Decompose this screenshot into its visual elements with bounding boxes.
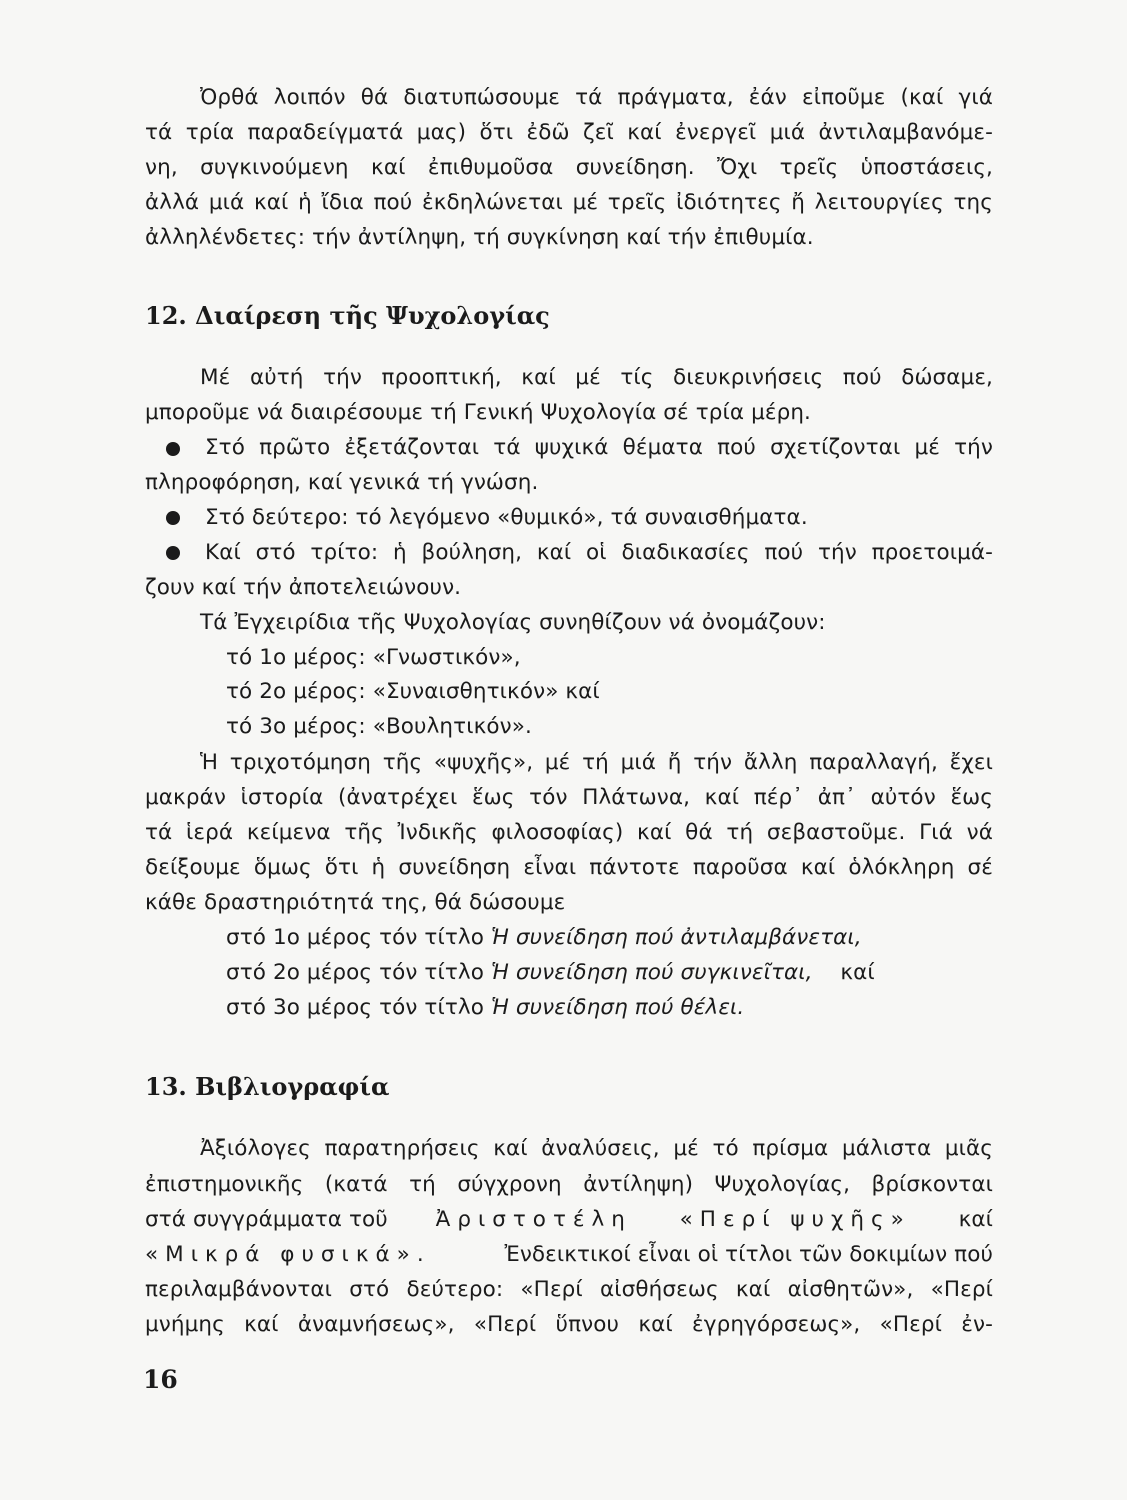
text-line: Τά Ἐγχειρίδια τῆς Ψυχολογίας συνηθίζουν νά ὀνομάζουν: [200,610,826,635]
part-title: Ἡ συνείδηση πού ἀντιλαμβάνεται, [490,925,862,950]
book-title: «Περί ψυχῆς» [679,1207,911,1232]
text-run: στά συγγράμματα τοῦ [145,1207,388,1232]
author-name: Ἀριστοτέλη [435,1207,632,1232]
section-heading: 12. Διαίρεση τῆς Ψυχολογίας [145,301,550,330]
list-item: τό 1ο μέρος: «Γνωστικόν», [226,645,521,670]
text-line: τά τρία παραδείγματά μας) ὅτι ἐδῶ ζεῖ καί ἐνεργεῖ μιά ἀντιλαμβανόμε- [145,120,993,145]
text-line: Ἀξιόλογες παρατηρήσεις καί ἀναλύσεις, μέ τό πρίσμα μάλιστα μιᾶς [200,1136,993,1161]
part-title: Ἡ συνείδηση πού συγκινεῖται, [490,960,813,985]
list-item: τό 3ο μέρος: «Βουλητικόν». [226,714,532,739]
bullet-line: Στό πρῶτο ἐξετάζονται τά ψυχικά θέματα πού σχετίζονται μέ τήν [205,435,993,460]
text-line: μνήμης καί ἀναμνήσεως», «Περί ὕπνου καί ἐγρηγόρσεως», «Περί ἐν- [145,1312,993,1337]
title-suffix: καί [840,960,875,985]
text-run: Ἐνδεικτικοί εἶναι οἱ τίτλοι τῶν δοκιμίων πού [504,1242,993,1267]
bullet-line: πληροφόρηση, καί γενικά τή γνώση. [145,470,539,495]
text-line [145,1205,993,1235]
text-line: μακράν ἱστορία (ἀνατρέχει ἕως τόν Πλάτωνα, καί πέρ᾽ ἀπ᾽ αὐτόν ἕως [145,785,993,810]
text-line: περιλαμβάνονται στό δεύτερο: «Περί αἰσθήσεως καί αἰσθητῶν», «Περί [145,1277,993,1302]
list-item [226,923,1074,953]
bullet-icon [166,442,180,456]
text-line: Μέ αὐτή τήν προοπτική, καί μέ τίς διευκρινήσεις πού δώσαμε, [200,365,993,390]
title-prefix: στό 2ο μέρος τόν τίτλο [226,960,491,985]
bullet-icon [166,546,180,560]
text-line: δείξουμε ὅμως ὅτι ἡ συνείδηση εἶναι πάντοτε παροῦσα καί ὁλόκληρη σέ [145,855,993,880]
section-heading: 13. Βιβλιογραφία [145,1072,390,1101]
page-number: 16 [143,1365,178,1394]
bullet-line: Στό δεύτερο: τό λεγόμενο «θυμικό», τά συναισθήματα. [205,505,808,530]
title-prefix: στό 1ο μέρος τόν τίτλο [226,925,491,950]
text-line: κάθε δραστηριότητά της, θά δώσουμε [145,890,566,915]
text-line: ἐπιστημονικῆς (κατά τή σύγχρονη ἀντίληψη) Ψυχολογίας, βρίσκονται [145,1172,993,1197]
list-item [226,993,1074,1023]
list-item [226,958,1074,988]
bullet-line: Καί στό τρίτο: ἡ βούληση, καί οἱ διαδικασίες πού τήν προετοιμά- [205,540,993,565]
text-line: Ὀρθά λοιπόν θά διατυπώσουμε τά πράγματα, ἐάν εἰποῦμε (καί γιά [200,85,993,110]
text-line: νη, συγκινούμενη καί ἐπιθυμοῦσα συνείδηση. Ὄχι τρεῖς ὑποστάσεις, [145,155,993,180]
title-prefix: στό 3ο μέρος τόν τίτλο [226,995,491,1020]
list-item: τό 2ο μέρος: «Συναισθητικόν» καί [226,679,600,704]
text-line: ἀλλά μιά καί ἡ ἴδια πού ἐκδηλώνεται μέ τρεῖς ἰδιότητες ἤ λειτουργίες της [145,190,993,215]
text-run: καί [958,1207,993,1232]
text-line: Ἡ τριχοτόμηση τῆς «ψυχῆς», μέ τή μιά ἤ τήν ἄλλη παραλλαγή, ἔχει [200,750,993,775]
book-title: «Μικρά φυσικά». [145,1242,431,1267]
text-line: τά ἱερά κείμενα τῆς Ἰνδικῆς φιλοσοφίας) καί θά τή σεβαστοῦμε. Γιά νά [145,820,993,845]
text-line [145,1240,993,1270]
text-line: μποροῦμε νά διαιρέσουμε τή Γενική Ψυχολογία σέ τρία μέρη. [145,400,811,425]
text-line: ἀλληλένδετες: τήν ἀντίληψη, τή συγκίνηση καί τήν ἐπιθυμία. [145,225,814,250]
bullet-icon [166,511,180,525]
part-title: Ἡ συνείδηση πού θέλει. [490,995,745,1020]
bullet-line: ζουν καί τήν ἀποτελειώνουν. [145,575,462,600]
